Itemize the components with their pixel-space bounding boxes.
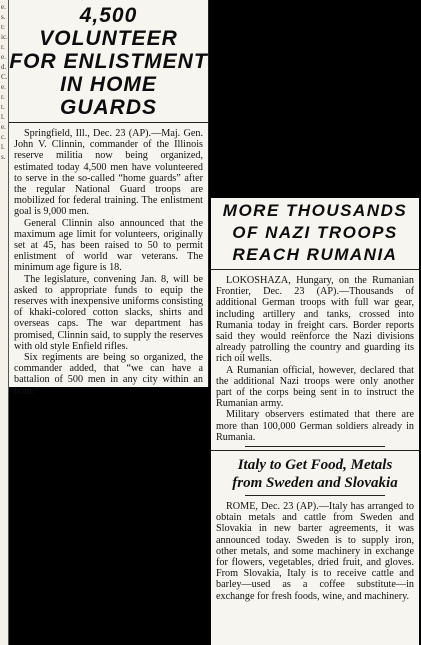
paragraph: General Clinnin also announced that the maximum age limit for volunteers, originally set at 45, has been raised to 50 to permit enlistment of world war veterans. The minimum age figure is 18. [14,217,203,274]
divider [245,446,385,447]
paragraph: A Rumanian official, however, declared that the additional Nazi troops were only another part of the corps being sent in to instruct the Rumanian army. [216,364,414,410]
paragraph: Six regiments are being so organized, the commander added, that “we can have a battalion of 500 men in any city within an hour.” [14,352,203,397]
paragraph: LOKOSHAZA, Hungary, on the Rumanian Frontier, Dec. 23 (AP).—Thousands of additional German troops with full war gear, including artillery and tanks, crossed into Rumania today in freight cars. Border reports said they would reënforce the Nazi divisions already patrolling the country and guarding its rich oil wells. [216,275,414,365]
headline-line: 4,500 VOLUNTEER [39,4,178,50]
article-body [211,499,419,602]
divider [245,495,385,496]
article-home-guards [9,0,209,397]
divider [211,269,419,270]
headline-italy [211,454,419,492]
divider [211,450,419,451]
headline-line: from Sweden and Slovakia [232,475,398,492]
left-gutter-fragments [0,0,9,645]
article-body [211,273,419,443]
paragraph: Springfield, Ill., Dec. 23 (AP).—Maj. Gen. John V. Clinnin, commander of the Illinois reserve militia now being organized, estimated today 4,500 men have volunteered to serve in the so-called “home guards” after the regular National Guard troops are mobilized for federal training. The enlistment goal is 9,000 men. [14,128,203,218]
right-column [211,198,419,645]
headline-line: FOR ENLISTMENT [9,50,208,73]
headline-line: MORE THOUSANDS [222,201,408,220]
paragraph: The legislature, convening Jan. 8, will be asked to appropriate funds to equip the reserves with inexpensive uniforms consisting of khaki-colored cotton slacks, shirts and overseas caps. The war department has promised, Clinnin said, to supply the reserves with old style Enfield rifles. [14,273,203,352]
headline-line: OF NAZI TROOPS [232,223,398,242]
headline-line: REACH RUMANIA [232,245,398,264]
paragraph: ROME, Dec. 23 (AP).—Italy has arranged to obtain metals and cattle from Sweden and Slovakia in new barter agreements, it was announced today. Sweden is to supply iron, other metals, and some machinery in exchange for flowers, vegetables, dried fruit, and gloves. From Slovakia, Italy is to receive cattle and barley—used as a coffee substitute—in exchange for fresh foods, wine, and machinery. [216,501,414,602]
headline-line: Italy to Get Food, Metals [237,457,393,474]
blank-dark-area [210,0,421,198]
article-body [9,126,208,397]
headline-line: IN HOME GUARDS [59,73,157,119]
paragraph: Military observers estimated that there are more than 100,000 German soldiers already in Rumania. [216,409,414,443]
gutter-text: e. s. t: ic. r. e. d. C. e. r. t. l. e. c. l. s. [1,3,8,161]
divider [9,122,208,123]
headline-home-guards [9,0,208,119]
headline-nazi-troops [211,198,419,266]
